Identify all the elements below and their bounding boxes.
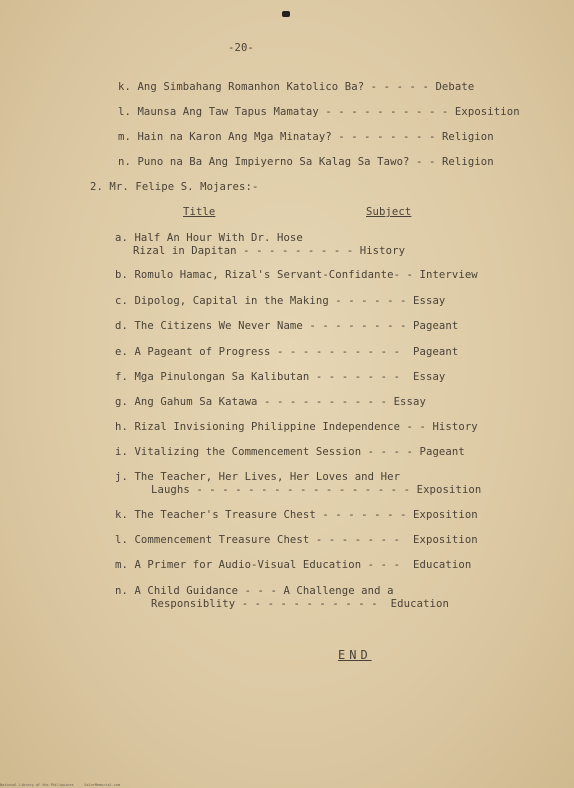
list-item-d: d. The Citizens We Never Name - - - - - - - - Pageant: [115, 320, 459, 332]
list-item-n: n. Puno na Ba Ang Impiyerno Sa Kalag Sa Tawo? - - Religion: [118, 156, 494, 168]
ink-mark: [282, 11, 290, 17]
list-item-l2: l. Commencement Treasure Chest - - - - - - - Exposition: [115, 534, 478, 546]
end-label: END: [338, 648, 372, 662]
list-item-m2: m. A Primer for Audio-Visual Education - - - Education: [115, 559, 472, 571]
list-item-h: h. Rizal Invisioning Philippine Independence - - History: [115, 421, 478, 433]
list-item-l: l. Maunsa Ang Taw Tapus Mamatay - - - - - - - - - - Exposition: [118, 106, 520, 118]
column-subject: Subject: [366, 206, 412, 218]
list-item-n2: n. A Child Guidance - - - A Challenge and a: [115, 585, 394, 597]
list-item-e: e. A Pageant of Progress - - - - - - - - - - Pageant: [115, 346, 459, 358]
section-heading: 2. Mr. Felipe S. Mojares:-: [90, 181, 259, 193]
list-item-n2-cont: Responsiblity - - - - - - - - - - - Education: [151, 598, 449, 610]
list-item-k2: k. The Teacher's Treasure Chest - - - - - - - Exposition: [115, 509, 478, 521]
list-item-k: k. Ang Simbahang Romanhon Katolico Ba? - - - - - Debate: [118, 81, 475, 93]
list-item-j-cont: Laughs - - - - - - - - - - - - - - - - - Exposition: [151, 484, 482, 496]
list-item-i: i. Vitalizing the Commencement Session - - - - Pageant: [115, 446, 465, 458]
list-item-b: b. Romulo Hamac, Rizal's Servant-Confidante- - Interview: [115, 269, 478, 281]
list-item-a-cont: Rizal in Dapitan - - - - - - - - - History: [133, 245, 406, 257]
list-item-j: j. The Teacher, Her Lives, Her Loves and Her: [115, 471, 401, 483]
list-item-f: f. Mga Pinulongan Sa Kalibutan - - - - - - - Essay: [115, 371, 446, 383]
list-item-m: m. Hain na Karon Ang Mga Minatay? - - - - - - - - Religion: [118, 131, 494, 143]
list-item-g: g. Ang Gahum Sa Katawa - - - - - - - - - - Essay: [115, 396, 426, 408]
page-number: -20-: [228, 42, 254, 54]
list-item-a: a. Half An Hour With Dr. Hose: [115, 232, 303, 244]
column-title: Title: [183, 206, 216, 218]
list-item-c: c. Dipolog, Capital in the Making - - - - - - Essay: [115, 295, 446, 307]
footer-watermark: National Library of the Philippines ValorMemorial.com: [0, 783, 121, 787]
